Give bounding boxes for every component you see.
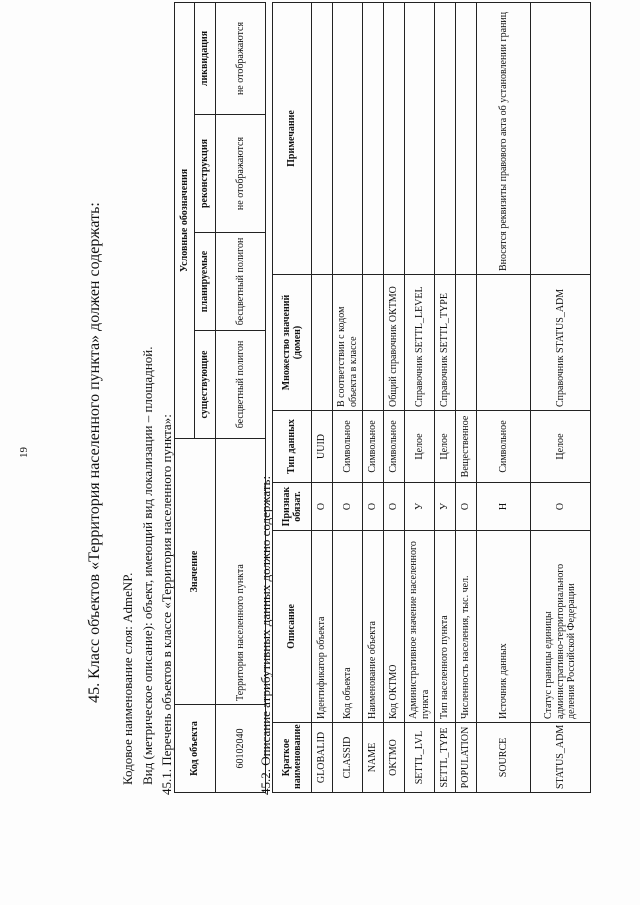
subsection-45-2: 45.2. Описание атрибутивных данных должно содержать: — [258, 475, 273, 795]
cell-short-name: SETTL_LVL — [405, 723, 435, 793]
cell-liquidation: не отображаются — [216, 2, 266, 114]
col-header-liquidation: ликвидация — [195, 2, 216, 114]
cell-data-type: Целое — [435, 411, 456, 483]
table-row — [477, 3, 531, 793]
col-header-note: Примечание — [273, 3, 312, 275]
cell-description: Идентификатор объекта — [312, 531, 333, 723]
cell-description: Код ОКТМО — [384, 531, 405, 723]
col-header-symbols: Условные обозначения — [175, 2, 195, 438]
cell-short-name: SETTL_TYPE — [435, 723, 456, 793]
cell-note — [405, 3, 435, 275]
cell-description: Административное значение населенного пункта — [405, 531, 435, 723]
cell-code: 60102040 — [216, 705, 266, 793]
objects-table — [174, 2, 266, 793]
cell-required: У — [405, 483, 435, 531]
cell-required: О — [312, 483, 333, 531]
cell-note — [333, 3, 363, 275]
table-row — [405, 3, 435, 793]
cell-data-type: Символьное — [363, 411, 384, 483]
cell-domain — [477, 275, 531, 411]
cell-data-type: Символьное — [477, 411, 531, 483]
col-header-description: Описание — [273, 531, 312, 723]
cell-domain: Справочник SETTL_LEVEL — [405, 275, 435, 411]
subsection-45-1: 45.1. Перечень объектов в классе «Территория населенного пункта»: — [159, 414, 174, 795]
col-header-reconstruction: реконструкция — [195, 115, 216, 233]
cell-domain — [456, 275, 477, 411]
table-row — [363, 3, 384, 793]
cell-note — [384, 3, 405, 275]
cell-short-name: CLASSID — [333, 723, 363, 793]
cell-note — [435, 3, 456, 275]
cell-domain: В соответствии с кодом объекта в классе — [333, 275, 363, 411]
col-header-required: Признак обязат. — [273, 483, 312, 531]
cell-description: Статус границы единицы административно-территориального деления Российской Федерации — [531, 531, 591, 723]
cell-description: Наименование объекта — [363, 531, 384, 723]
col-header-planned: планируемые — [195, 233, 216, 331]
table-row — [456, 3, 477, 793]
cell-planned: бесцветный полигон — [216, 233, 266, 331]
cell-description: Источник данных — [477, 531, 531, 723]
table-row — [531, 3, 591, 793]
col-header-value: Значение — [175, 439, 216, 705]
col-header-domain: Множество значений (домен) — [273, 275, 312, 411]
cell-note — [363, 3, 384, 275]
cell-required: О — [363, 483, 384, 531]
cell-data-type: Целое — [531, 411, 591, 483]
cell-data-type: Вещественное — [456, 411, 477, 483]
cell-domain: Общий справочник ОКТМО — [384, 275, 405, 411]
layer-code-line: Кодовое наименование слоя: AdmeNP. — [120, 572, 135, 785]
cell-note: Вносятся реквизиты правового акта об установлении границ — [477, 3, 531, 275]
cell-description: Численность населения, тыс. чел. — [456, 531, 477, 723]
cell-reconstruction: не отображаются — [216, 115, 266, 233]
col-header-short-name: Краткое наименование — [273, 723, 312, 793]
cell-note — [531, 3, 591, 275]
cell-domain — [363, 275, 384, 411]
cell-data-type: Символьное — [333, 411, 363, 483]
cell-domain: Справочник SETTL_TYPE — [435, 275, 456, 411]
cell-short-name: SOURCE — [477, 723, 531, 793]
cell-required: О — [456, 483, 477, 531]
attributes-table — [272, 2, 591, 793]
cell-domain — [312, 275, 333, 411]
cell-required: У — [435, 483, 456, 531]
table-row — [312, 3, 333, 793]
cell-domain: Справочник STATUS_ADM — [531, 275, 591, 411]
cell-description: Тип населенного пункта — [435, 531, 456, 723]
cell-description: Код объекта — [333, 531, 363, 723]
cell-short-name: NAME — [363, 723, 384, 793]
table-row — [435, 3, 456, 793]
cell-short-name: POPULATION — [456, 723, 477, 793]
table-row — [384, 3, 405, 793]
section-heading: 45. Класс объектов «Территория населенного пункта» должен содержать: — [86, 202, 103, 703]
cell-existing: бесцветный полигон — [216, 331, 266, 439]
col-header-existing: существующие — [195, 331, 216, 439]
cell-required: Н — [477, 483, 531, 531]
table-row — [333, 3, 363, 793]
cell-required: О — [333, 483, 363, 531]
cell-required: О — [531, 483, 591, 531]
cell-short-name: OKTMO — [384, 723, 405, 793]
metric-description-line: Вид (метрическое описание): объект, имеющий вид локализации – площадной. — [140, 346, 155, 785]
cell-short-name: STATUS_ADM — [531, 723, 591, 793]
cell-required: О — [384, 483, 405, 531]
cell-data-type: UUID — [312, 411, 333, 483]
cell-data-type: Целое — [405, 411, 435, 483]
cell-short-name: GLOBALID — [312, 723, 333, 793]
cell-data-type: Символьное — [384, 411, 405, 483]
col-header-data-type: Тип данных — [273, 411, 312, 483]
col-header-code: Код объекта — [175, 705, 216, 793]
cell-value: Территория населенного пункта — [216, 439, 266, 705]
cell-note — [312, 3, 333, 275]
cell-note — [456, 3, 477, 275]
page-number: 19 — [18, 447, 30, 458]
